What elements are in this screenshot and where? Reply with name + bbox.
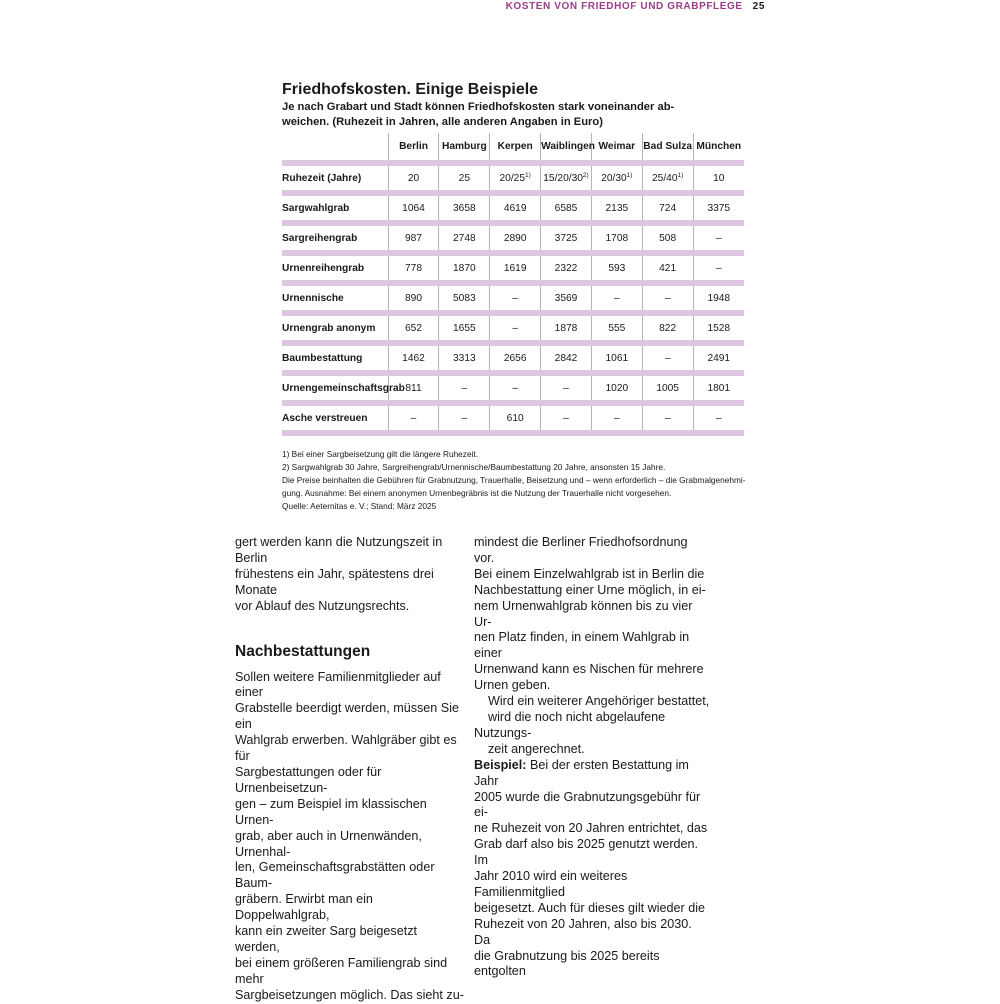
table-cell [490,166,541,190]
table-cell [439,256,490,280]
table-cell [541,316,592,340]
text-line: Urnen geben. [474,678,551,693]
cell-value: – [613,292,620,304]
table-cell [541,256,592,280]
table-cell [591,256,642,280]
cell-value: 508 [659,232,677,244]
band-cell [642,430,693,436]
cemetery-cost-table [282,133,744,436]
table-subtitle-line: Je nach Grabart und Stadt können Friedhofskosten stark voneinander ab- [282,101,675,113]
table-cell [591,196,642,220]
cell-value: – [410,412,417,424]
section-heading: Nachbestattungen [235,642,371,660]
cell-value: – [715,412,722,424]
row-separator-band [282,430,744,436]
cell-value: – [664,292,671,304]
table-cell [439,286,490,310]
cell-value: – [563,382,569,394]
table-cell [642,406,693,430]
band-cell [693,430,744,436]
text-line: nen Platz finden, in einem Wahlgrab in einer [474,630,690,661]
cell-value: 610 [506,412,524,424]
row-label: Urnengemeinschaftsgrab [282,382,405,394]
cell-value: 1528 [707,322,731,334]
cell-value: 3375 [707,202,731,214]
body-column-right [474,535,710,980]
table-cell [439,226,490,250]
text-line: Ruhezeit von 20 Jahren, also bis 2030. Da [474,916,692,947]
cell-value: 2890 [503,232,527,244]
table-cell [693,406,744,430]
cell-value: 1020 [605,382,629,394]
text-line: wird die noch nicht abgelaufene Nutzungs- [474,709,666,740]
text-line: grab, aber auch in Urnenwänden, Urnenhal- [235,828,422,859]
text-line: mindest die Berliner Friedhofsordnung vor. [474,535,688,565]
table-cell [591,346,642,370]
row-label: Baumbestattung [282,352,363,364]
text-line: len, Gemeinschaftsgrabstätten oder Baum- [235,860,435,891]
table-cell [642,316,693,340]
cell-value: – [512,382,518,394]
table-cell [388,316,439,340]
band-cell [490,430,541,436]
table-footnotes [282,448,752,513]
cell-value: – [664,412,671,424]
cell-value: – [715,232,722,244]
cell-value: 25/40 [652,173,678,184]
band-cell [541,430,592,436]
cell-value: 2135 [605,202,629,214]
cell-value: 1064 [402,202,425,214]
table-cell [591,226,642,250]
cell-value: 3313 [453,352,476,364]
table-cell [541,166,592,190]
table-cell [388,256,439,280]
running-head-section: KOSTEN VON FRIEDHOF UND GRABPFLEGE [505,0,743,12]
table-row [282,256,744,280]
cell-value: 890 [405,292,422,304]
text-line: Grab darf also bis 2025 genutzt werden. Im [474,837,699,868]
cell-value: 1005 [656,382,679,394]
text-line: frühestens ein Jahr, spätestens drei Monate [235,566,434,597]
table-cell [439,166,490,190]
text-line: Wird ein weiterer Angehöriger bestattet, [488,694,710,709]
footnote-marker: 1) [626,172,633,179]
table-cell [541,376,592,400]
cell-value: 2842 [554,352,578,364]
table-cell [490,376,541,400]
cell-value: 822 [659,322,677,334]
table-cell [439,316,490,340]
row-label: Ruhezeit (Jahre) [282,172,362,184]
table-cell [693,226,744,250]
table-cell [490,286,541,310]
table-cell [490,406,541,430]
cell-value: 2491 [707,352,731,364]
cell-value: 811 [405,382,422,394]
text-line: vor Ablauf des Nutzungsrechts. [235,598,410,613]
text-line: Grabstelle beerdigt werden, müssen Sie ein [235,701,460,732]
cell-value: 1655 [453,322,476,334]
table-row [282,376,744,400]
cell-value: 1878 [554,322,578,334]
running-head [506,0,765,12]
table-cell [642,166,693,190]
table-cell [541,406,592,430]
table-cell [490,196,541,220]
text-line: Sollen weitere Familienmitglieder auf einer [235,669,441,700]
cell-value: 6585 [554,202,578,214]
table-cell [439,406,490,430]
column-header: Waiblingen [541,133,592,160]
table-cell [693,376,744,400]
cell-value: 3658 [453,202,476,214]
cell-value: 5083 [453,292,476,304]
example-text: Bei der ersten Bestattung im Jahr [474,757,689,788]
cell-value: – [563,412,569,424]
text-line: gert werden kann die Nutzungszeit in Berlin [235,535,443,565]
text-line: beigesetzt. Auch für dieses gilt wieder die [474,900,706,915]
cell-value: 2322 [554,262,578,274]
table-cell [490,226,541,250]
cell-value: 1801 [707,382,731,394]
cell-value: 555 [608,322,626,334]
body-column-left [235,535,465,1004]
paragraph [235,535,465,615]
table-cell [541,346,592,370]
table-header-corner [282,133,388,160]
paragraph [474,758,710,981]
table-row [282,346,744,370]
table-cell [693,166,744,190]
page-number: 25 [752,0,765,12]
text-line: nem Urnenwahlgrab können bis zu vier Ur- [474,598,693,629]
column-header: Hamburg [439,133,490,160]
cell-value: 1948 [707,292,731,304]
row-label: Sargwahlgrab [282,202,350,214]
table-cell [642,196,693,220]
table-row [282,166,744,190]
cell-value: – [512,322,518,334]
column-header: Berlin [388,133,439,160]
cell-value: – [461,412,468,424]
cell-value: 20/30 [601,173,627,184]
cell-value: 20 [407,172,420,184]
footnote-marker: 1) [677,172,684,179]
text-line: Urnenwand kann es Nischen für mehrere [474,662,704,677]
footnote-marker: 2) [582,172,589,179]
cell-value: 3725 [554,232,578,244]
band-cell [591,430,642,436]
text-line: gen – zum Beispiel im klassischen Urnen- [235,796,427,827]
table-cell [388,286,439,310]
paragraph [235,670,465,1004]
cell-value: 987 [405,232,422,244]
text-line: zeit angerechnet. [488,741,585,756]
footnote: 2) Sargwahlgrab 30 Jahre, Sargreihengrab/Urnennische/Baumbestattung 20 Jahre, ansonsten 15 Jahre. [282,462,666,472]
table-cell [591,316,642,340]
table-cell [693,346,744,370]
cell-value: – [715,262,722,274]
column-header: München [693,133,744,160]
cell-value: 2656 [503,352,527,364]
table-cell [642,226,693,250]
cell-value: 778 [405,262,422,274]
text-line: Nachbestattung einer Urne möglich, in ei- [474,582,706,597]
table-subtitle [282,100,744,130]
cell-value: 1462 [402,352,425,364]
text-line: Jahr 2010 wird ein weiteres Familienmitglied [474,869,628,899]
table-cell [642,286,693,310]
row-label: Urnennische [282,292,344,304]
table-cell [642,256,693,280]
row-label: Asche verstreuen [282,412,368,424]
band-cell [282,430,388,436]
table-cell [490,256,541,280]
table-cell [591,376,642,400]
text-line: gräbern. Erwirbt man ein Doppelwahlgrab, [235,892,373,923]
table-row [282,406,744,430]
cell-value: – [512,292,518,304]
table-cell [541,286,592,310]
table-cell [642,346,693,370]
row-label: Urnenreihengrab [282,262,365,274]
footnote: Die Preise beinhalten die Gebühren für Grabnutzung, Trauerhalle, Beisetzung und – wenn erforderlich – die Grabmalgenehmi- [282,475,746,485]
table-row [282,196,744,220]
table-cell [541,196,592,220]
table-cell [490,346,541,370]
table-cell [388,196,439,220]
footnote: 1) Bei einer Sargbeisetzung gilt die längere Ruhezeit. [282,449,479,459]
text-line: Sargbeisetzungen möglich. Das sieht zu- [235,987,464,1002]
paragraph [474,694,710,758]
paragraph [474,535,710,694]
column-header: Bad Sulza [642,133,693,160]
band-cell [388,430,439,436]
cell-value: 25 [458,172,470,184]
table-subtitle-line: weichen. (Ruhezeit in Jahren, alle anderen Angaben in Euro) [282,116,603,128]
column-header: Kerpen [490,133,541,160]
cell-value: – [613,412,620,424]
table-cell [693,316,744,340]
cell-value: 1061 [605,352,629,364]
cell-value: – [461,382,468,394]
cell-value: 593 [608,262,626,274]
cell-value: 10 [713,172,725,184]
cell-value: 3569 [554,292,578,304]
row-label: Sargreihengrab [282,232,358,244]
row-label: Urnengrab anonym [282,322,376,334]
table-header-row [282,133,744,160]
table-cell [591,406,642,430]
text-line: Wahlgrab erwerben. Wahlgräber gibt es für [235,733,457,764]
table-cell [388,346,439,370]
table-cell [388,166,439,190]
cell-value: – [664,352,671,364]
table-row [282,316,744,340]
table-heading [282,80,744,130]
footnote: Quelle: Aeternitas e. V.; Stand: März 2025 [282,501,437,511]
cell-value: 724 [659,202,677,214]
table-cell [591,166,642,190]
footnote-marker: 1) [525,172,531,179]
table-cell [591,286,642,310]
table-cell [693,196,744,220]
cell-value: 15/20/30 [543,173,583,184]
table-cell [388,226,439,250]
table-cell [439,196,490,220]
text-line: die Grabnutzung bis 2025 bereits entgolten [474,948,660,979]
table-row [282,286,744,310]
table-cell [439,346,490,370]
cell-value: 4619 [503,202,527,214]
table-cell [693,286,744,310]
table-cell [541,226,592,250]
text-line: Bei einem Einzelwahlgrab ist in Berlin die [474,566,705,581]
table-title: Friedhofskosten. Einige Beispiele [282,81,539,98]
column-header: Weimar [591,133,642,160]
cell-value: 2748 [453,232,476,244]
table-cell [642,376,693,400]
cell-value: 421 [659,262,677,274]
cell-value: 1619 [503,262,527,274]
table-cell [439,376,490,400]
table-cell [693,256,744,280]
cell-value: 652 [405,322,422,334]
footnote: gung. Ausnahme: Bei einem anonymen Urnenbegräbnis ist die Nutzung der Trauerhalle nicht vorgesehen. [282,488,672,498]
text-line: ne Ruhezeit von 20 Jahren entrichtet, das [474,821,708,836]
table-cell [388,406,439,430]
cell-value: 1708 [605,232,629,244]
table-cell [490,316,541,340]
text-line: Sargbestattungen oder für Urnenbeisetzun- [235,764,382,795]
text-line: bei einem größeren Familiengrab sind mehr [235,955,448,986]
cell-value: 1870 [453,262,476,274]
band-cell [439,430,490,436]
example-label: Beispiel: [474,757,527,772]
text-line: 2005 wurde die Grabnutzungsgebühr für ei- [474,789,701,820]
text-line: kann ein zweiter Sarg beigesetzt werden, [235,924,418,954]
table-row [282,226,744,250]
cell-value: 20/25 [499,173,526,184]
